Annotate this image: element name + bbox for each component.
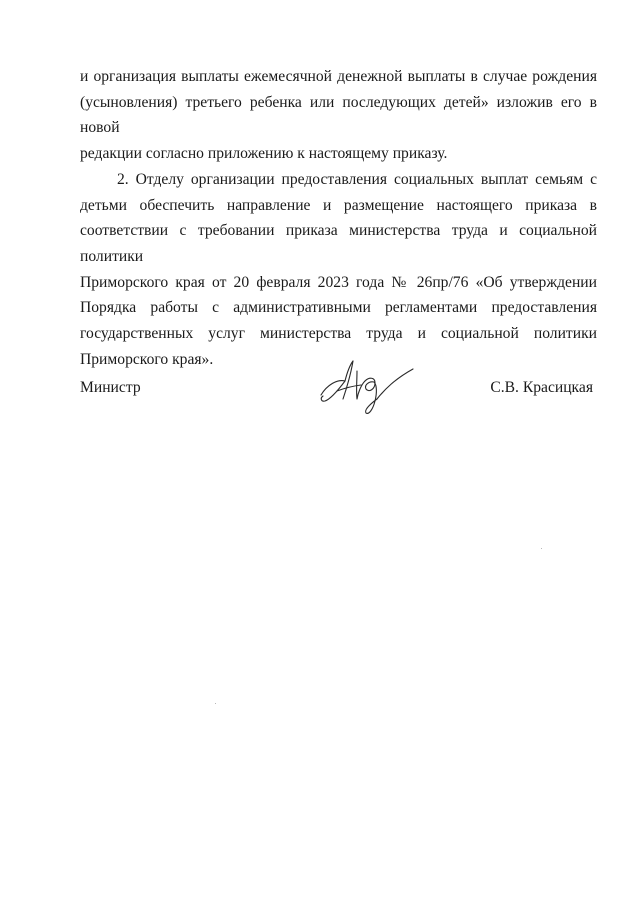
signatory-name: С.В. Красицкая: [490, 379, 593, 396]
scan-speck: [215, 703, 216, 704]
text-line: и организация выплаты ежемесячной денежной выплаты в случае рождения: [80, 68, 597, 85]
handwritten-signature: [317, 355, 417, 420]
signature-block: [80, 375, 597, 435]
scan-speck: [541, 548, 542, 549]
text-line: редакции согласно приложению к настоящему приказу.: [80, 145, 448, 163]
text-line: соответствии с требовании приказа министерства труда и социальной политики: [80, 222, 597, 265]
document-body: [80, 64, 597, 372]
text-line: (усыновления) третьего ребенка или последующих детей» изложив его в новой: [80, 93, 597, 137]
text-line: государственных услуг министерства труда и социальной политики: [80, 325, 597, 343]
paragraph-2-start: 2. Отделу организации предоставления социальных выплат семьям с: [117, 170, 597, 188]
text-line: детьми обеспечить направление и размещение настоящего приказа в: [80, 196, 597, 214]
text-line: Приморского края от 20 февраля 2023 года № 26пр/76 «Об утверждении: [80, 273, 597, 291]
text-line: Приморского края».: [80, 350, 214, 368]
signatory-title: Министр: [80, 379, 141, 396]
text-line: Порядка работы с административными регламентами предоставления: [80, 299, 597, 317]
